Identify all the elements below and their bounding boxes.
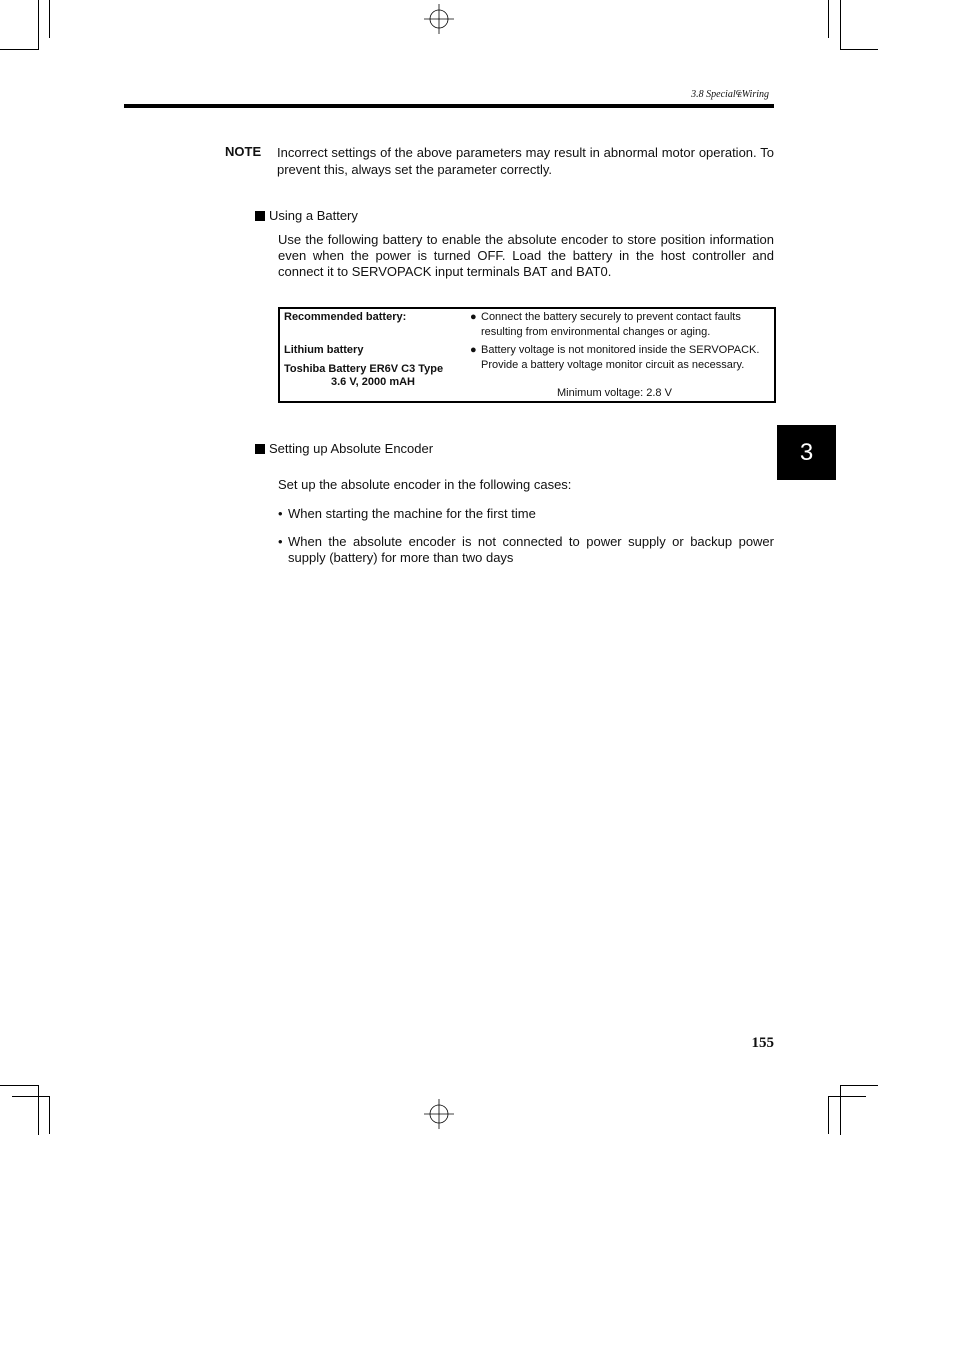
- crop-mark: [840, 1085, 841, 1135]
- battery-heading-text: Using a Battery: [269, 208, 358, 223]
- header-rule: [124, 104, 774, 108]
- battery-paragraph: Use the following battery to enable the absolute encoder to store position information even when the power is turned OFF. Load the battery in the host controller and connect it to SERVOPACK input terminals BAT and BAT0.: [278, 232, 774, 279]
- encoder-section-heading: [255, 441, 433, 456]
- square-bullet-icon: [255, 444, 265, 454]
- crop-mark: [12, 1096, 50, 1097]
- bullet-2-text: Battery voltage is not monitored inside the SERVOPACK. Provide a battery voltage monitor circuit as necessary.: [481, 344, 760, 371]
- case-1-text: When starting the machine for the first time: [288, 506, 536, 521]
- note-text: Incorrect settings of the above parameters may result in abnormal motor operation. To prevent this, always set the parameter correctly.: [277, 145, 774, 177]
- square-bullet-icon: [255, 211, 265, 221]
- bullet-dot-icon: ●: [470, 344, 477, 356]
- crop-mark: [840, 49, 878, 50]
- crop-mark: [828, 1096, 829, 1134]
- crop-mark: [38, 1085, 39, 1135]
- crop-mark: [0, 49, 38, 50]
- crop-mark: [840, 0, 841, 50]
- battery-model: Toshiba Battery ER6V C3 Type: [284, 363, 444, 375]
- crop-mark: [49, 1096, 50, 1134]
- recommended-label: Recommended battery:: [284, 311, 407, 323]
- bullet-dot-icon: ●: [470, 311, 477, 323]
- bullet-dot-icon: •: [278, 534, 283, 549]
- encoder-intro: Set up the absolute encoder in the following cases:: [278, 477, 572, 492]
- table-bullet-1: [470, 310, 770, 339]
- table-bullet-2: [470, 343, 770, 372]
- crop-mark: [840, 1085, 878, 1086]
- crop-mark: [828, 0, 829, 38]
- page-number: 155: [751, 1035, 774, 1051]
- bullet-dot-icon: •: [278, 506, 283, 521]
- chapter-tab: 3: [777, 425, 836, 480]
- running-header: 3.8 Special₠Wiring: [691, 89, 769, 100]
- registration-mark-icon: [424, 4, 454, 34]
- crop-mark: [49, 0, 50, 38]
- battery-section-heading: [255, 208, 358, 223]
- registration-mark-icon: [424, 1099, 454, 1129]
- encoder-case-2: [278, 534, 774, 566]
- crop-mark: [38, 0, 39, 50]
- battery-type: Lithium battery: [284, 344, 364, 356]
- battery-spec-table: [278, 307, 776, 403]
- crop-mark: [828, 1096, 866, 1097]
- crop-mark: [0, 1085, 38, 1086]
- min-voltage: Minimum voltage: 2.8 V: [557, 387, 672, 399]
- encoder-heading-text: Setting up Absolute Encoder: [269, 441, 434, 456]
- case-2-text: When the absolute encoder is not connected to power supply or backup power supply (battery) for more than two days: [288, 534, 774, 565]
- note-label: NOTE: [225, 144, 262, 159]
- bullet-1-text: Connect the battery securely to prevent contact faults resulting from environmental changes or aging.: [481, 311, 741, 338]
- encoder-case-1: [278, 506, 774, 522]
- battery-rating: 3.6 V, 2000 mAH: [331, 376, 415, 388]
